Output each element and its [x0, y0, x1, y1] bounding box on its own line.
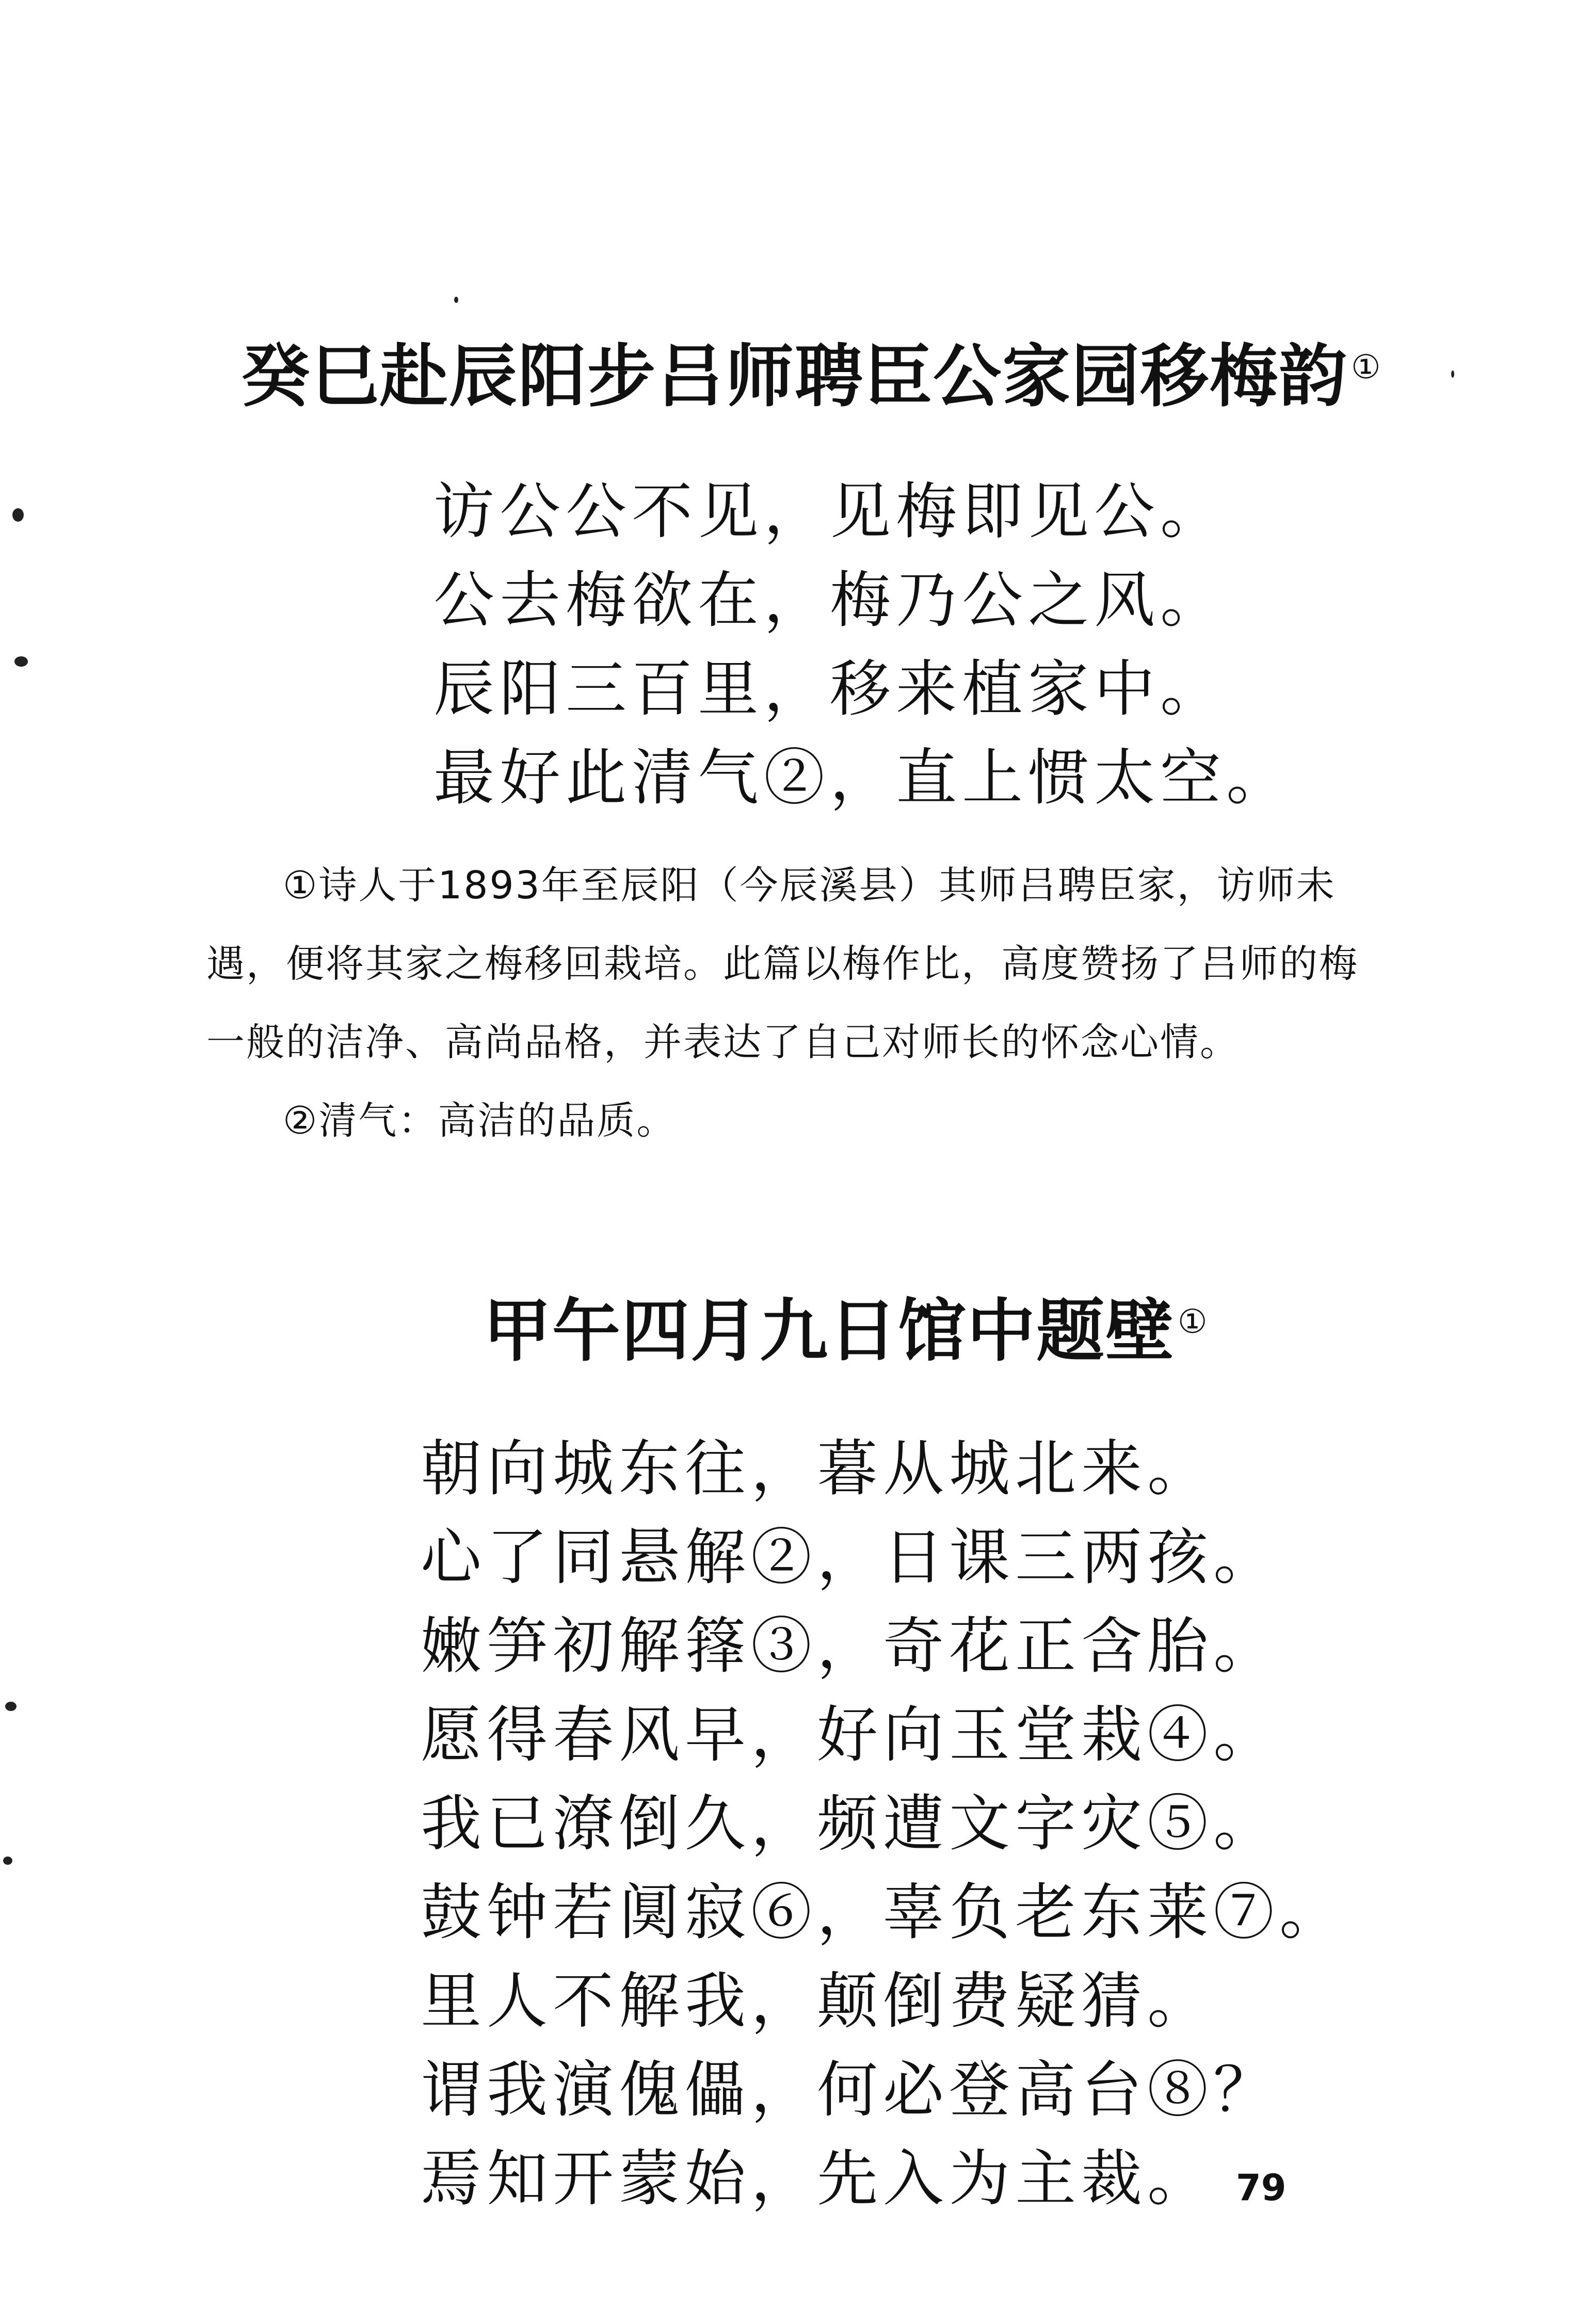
- scan-speck: [14, 656, 28, 667]
- footnote: ②清气：高洁的品质。: [283, 1099, 677, 1143]
- poem-title: [242, 335, 1381, 418]
- poem-line: 朝向城东往，暮从城北来。: [421, 1433, 1214, 1504]
- poem-line: 愿得春风早，好向玉堂栽④。: [421, 1699, 1280, 1770]
- poem-line: 嫩笋初解箨③，奇花正含胎。: [421, 1610, 1280, 1682]
- scan-speck: [5, 1702, 17, 1711]
- poem-line: 里人不解我，颠倒费疑猜。: [421, 1965, 1214, 2037]
- poem-line: 公去梅欲在，梅乃公之风。: [433, 564, 1227, 636]
- poem-line: 我已潦倒久，频遭文字灾⑤。: [421, 1788, 1280, 1859]
- poem-body: [421, 1424, 1345, 2223]
- scan-speck: [454, 297, 458, 303]
- footnote: ①诗人于1893年至辰阳（今辰溪县）其师吕聘臣家，访师未遇，便将其家之梅移回栽培。此篇以梅作比，高度赞扬了吕师的梅一般的洁净、高尚品格，并表达了自己对师长的怀念心情。: [206, 863, 1359, 1064]
- poem-line: 鼓钟若阒寂⑥，辜负老东莱⑦。: [421, 1877, 1346, 1948]
- footnote-marker: ①: [1351, 348, 1382, 386]
- poem-line: 访公公不见，见梅即见公。: [433, 476, 1227, 547]
- poem-line: 辰阳三百里，移来植家中。: [433, 653, 1227, 724]
- poem-title: [483, 1290, 1208, 1373]
- poem-line: 谓我演傀儡，何必登高台⑧？: [421, 2054, 1280, 2125]
- footnote-marker: ①: [1178, 1303, 1209, 1341]
- page-number: 79: [1236, 2167, 1287, 2209]
- poem-line: 焉知开蒙始，先入为主裁。: [421, 2143, 1214, 2214]
- scan-speck: [12, 508, 24, 522]
- scan-speck: [1451, 370, 1454, 378]
- poem-line: 心了同悬解②，日课三两孩。: [421, 1522, 1280, 1593]
- poem-body: [433, 467, 1292, 822]
- poem-title-text: 癸巳赴辰阳步吕师聘臣公家园移梅韵: [242, 337, 1348, 416]
- footnotes: [206, 846, 1393, 1160]
- scan-speck: [3, 1857, 12, 1865]
- poem-title-text: 甲午四月九日馆中题壁: [483, 1292, 1175, 1371]
- poem-line: 最好此清气②，直上惯太空。: [433, 742, 1293, 813]
